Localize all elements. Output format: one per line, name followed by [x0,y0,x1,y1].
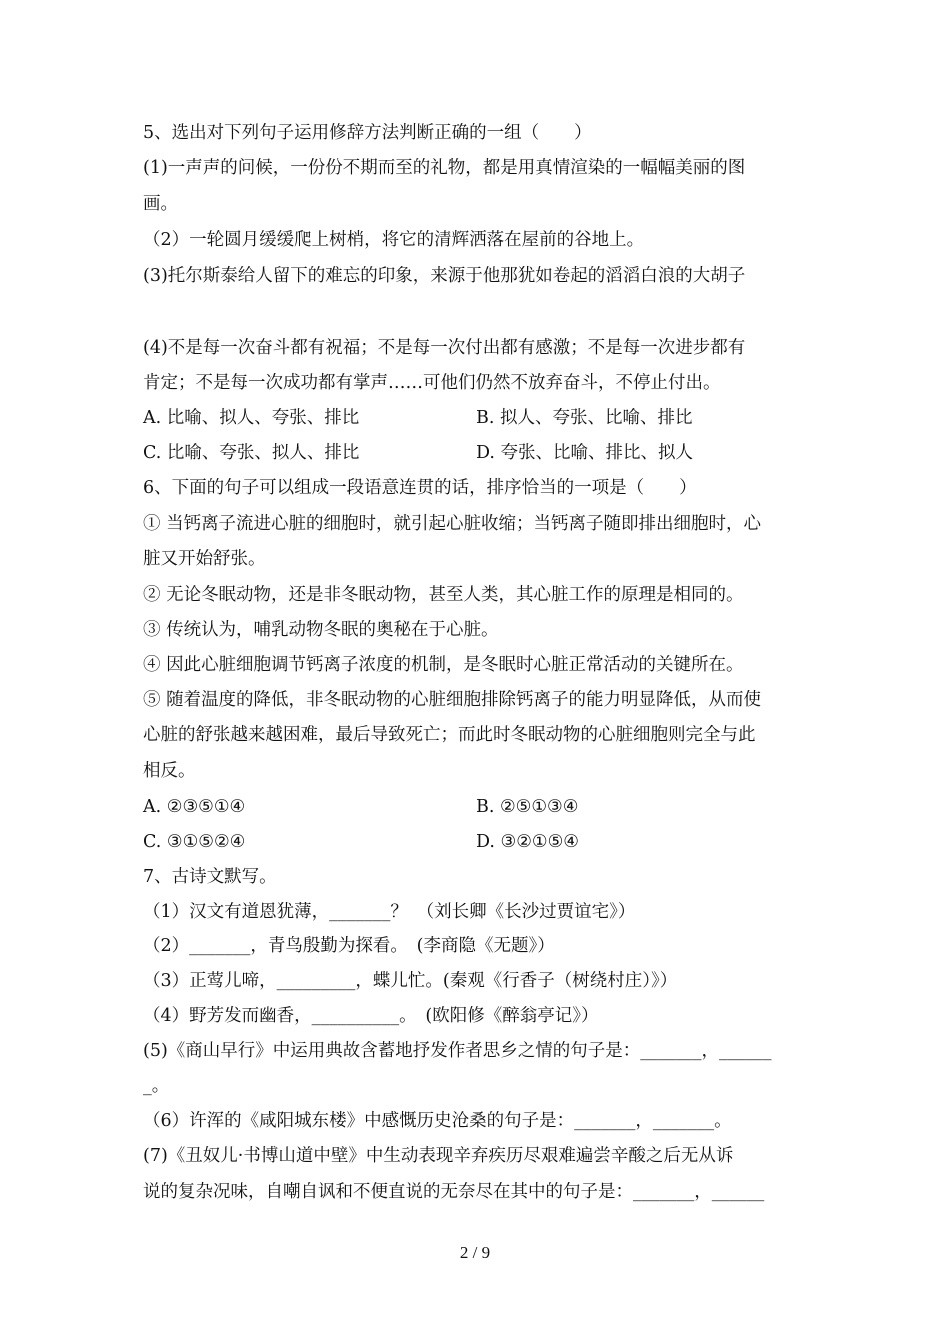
q7-prompt-4: （4）野芳发而幽香，__________。 (欧阳修《醉翁亭记》） [143,1006,599,1026]
q5-sentence-1-cont: 画。 [143,194,178,214]
q5-sentence-3: (3)托尔斯泰给人留下的难忘的印象，来源于他那犹如卷起的滔滔白浪的大胡子 [143,266,746,286]
q5-option-c: C. 比喻、夸张、拟人、排比 [143,443,360,463]
q6-item-1-cont: 脏又开始舒张。 [143,549,266,569]
q7-prompt-7-cont: 说的复杂况味，自嘲自讽和不便直说的无奈尽在其中的句子是：_______，______ [143,1182,765,1202]
q6-item-4: ④ 因此心脏细胞调节钙离子浓度的机制，是冬眠时心脏正常活动的关键所在。 [143,655,744,675]
q7-prompt-3: （3）正莺儿啼，_________，蝶儿忙。(秦观《行香子（树绕村庄）》） [143,971,678,991]
q7-prompt-5: (5)《商山早行》中运用典故含蓄地抒发作者思乡之情的句子是：_______，______ [143,1041,772,1061]
q7-prompt-5-cont: _。 [143,1076,170,1096]
q7-prompt-6: （6）许浑的《咸阳城东楼》中感慨历史沧桑的句子是：_______，_______。 [143,1111,732,1131]
q6-item-5-cont2: 相反。 [143,761,196,781]
q5-option-a: A. 比喻、拟人、夸张、排比 [143,408,360,428]
q5-option-b: B. 拟人、夸张、比喻、排比 [476,408,693,428]
q6-option-d: D. ③②①⑤④ [476,832,579,852]
q6-item-2: ② 无论冬眠动物，还是非冬眠动物，甚至人类，其心脏工作的原理是相同的。 [143,585,744,605]
q7-prompt-1: （1）汉文有道恩犹薄，_______？ （刘长卿《长沙过贾谊宅》） [143,902,636,922]
page-number: 2 / 9 [459,1243,491,1262]
q6-stem: 6、下面的句子可以组成一段语意连贯的话，排序恰当的一项是（ ） [143,478,697,498]
q6-item-5: ⑤ 随着温度的降低，非冬眠动物的心脏细胞排除钙离子的能力明显降低，从而使 [143,690,762,710]
q5-sentence-2: （2）一轮圆月缓缓爬上树梢，将它的清辉洒落在屋前的谷地上。 [143,230,645,250]
q6-option-b: B. ②⑤①③④ [476,797,579,817]
q6-item-1: ① 当钙离子流进心脏的细胞时，就引起心脏收缩；当钙离子随即排出细胞时，心 [143,514,762,534]
q5-sentence-4-cont: 肯定；不是每一次成功都有掌声……可他们仍然不放弃奋斗，不停止付出。 [143,373,721,393]
q5-stem: 5、选出对下列句子运用修辞方法判断正确的一组（ ） [143,123,592,143]
q7-stem: 7、古诗文默写。 [143,867,277,887]
q7-prompt-7: (7)《丑奴儿·书博山道中壁》中生动表现辛弃疾历尽艰难遍尝辛酸之后无从诉 [143,1146,734,1166]
q7-prompt-2: （2）_______，青鸟殷勤为探看。 (李商隐《无题》） [143,936,555,956]
q6-option-a: A. ②③⑤①④ [143,797,246,817]
q5-option-d: D. 夸张、比喻、排比、拟人 [476,443,694,463]
q6-item-5-cont: 心脏的舒张越来越困难，最后导致死亡；而此时冬眠动物的心脏细胞则完全与此 [143,725,756,745]
q5-sentence-4: (4)不是每一次奋斗都有祝福；不是每一次付出都有感激；不是每一次进步都有 [143,338,746,358]
q6-item-3: ③ 传统认为，哺乳动物冬眠的奥秘在于心脏。 [143,620,499,640]
q6-option-c: C. ③①⑤②④ [143,832,246,852]
q5-sentence-1: (1)一声声的问候，一份份不期而至的礼物，都是用真情渲染的一幅幅美丽的图 [143,158,746,178]
